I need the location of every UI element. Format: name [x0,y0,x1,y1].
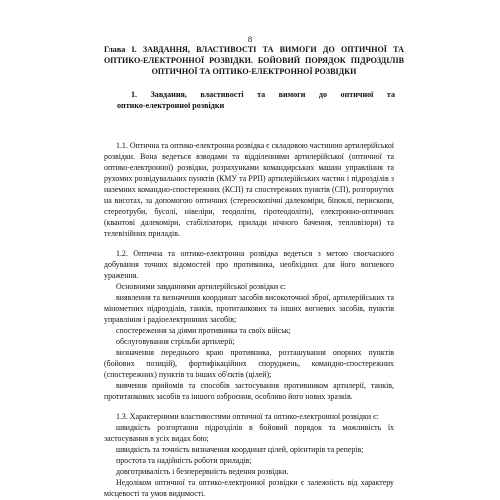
paragraph-task-4: визначення переднього краю противника, розташування опорних пунктів (бойових позицій), фортифікаційних споруджень, командно-спостережних (спостережних) пунктів та інших об'єктів (цілей); [104,348,394,379]
section-title-line-2: оптико-електронної розвідки [117,101,225,110]
paragraph-task-3: обслуговування стрільби артилерії; [116,337,235,346]
paragraph-task-2: спостереження за діями противника та своїх військ; [116,326,291,335]
paragraph-task-5: вивчення прийомів та способів застосування противником артилерії, танків, протитанкових засобів та іншого озброєння, особливо його нових зразків. [104,381,394,401]
paragraph-drawback: Недоліком оптичної та оптико-електронної розвідки є залежність від характеру місцевості та умов видимості. [104,478,394,498]
paragraph-property-1: швидкість розгортання підрозділів в бойовий порядок та можливість їх застосування в усіх видах бою; [104,423,394,443]
paragraph-property-2: швидкість та точність визначення координат цілей, орієнтирів та реперів; [116,445,364,454]
chapter-title: Глава I. ЗАВДАННЯ, ВЛАСТИВОСТІ ТА ВИМОГИ ДО ОПТИЧНОЇ ТА ОПТИКО-ЕЛЕКТРОННОЇ РОЗВІДКИ. БОЙОВИЙ ПОРЯДОК ПІДРОЗДІЛІВ ОПТИЧНОЇ ТА ОПТИКО-ЕЛЕКТРОННОЇ РОЗВІДКИ [104,45,404,76]
section-title-line-1: 1. Завдання, властивості та вимоги до оптичної та [131,90,395,99]
paragraph-property-3: простота та надійність роботи приладів; [116,456,252,465]
section-title [117,89,395,111]
paragraph-property-4: довготривалість і безперервність ведення розвідки. [116,467,289,476]
paragraph-1-2: 1.2. Оптична та оптико-електронна розвідка ведеться з метою своєчасного добування точних відомостей про противника, необхідних для його вогневого ураження. [104,249,394,280]
page-number: 8 [247,34,253,44]
paragraph-1-3: 1.3. Характерними властивостями оптичної та оптико-електронної розвідки є: [116,412,379,421]
paragraph-1-1: 1.1. Оптична та оптико-електронна розвідка є складовою частиною артилерійської розвідки. Вона ведеться взводами та відділеннями артилерійської (оптичної та оптико-електронної) розвідки, розрахунками командирських машин управління та рухомих розвідувальних пунктів (КМУ та РРП) артилерійських частин і підрозділів з наземних командно-спостережних (КСП) та спостережних пунктів (СП), розгорнутих на висотах, за допомогою оптичних (стереоскопічні далекоміри, біноклі, перископи, стереотруби, бусолі, нівеліри, теодоліти, гіротеодоліти), електронно-оптичних (квантові далекоміри, стабілізатори, прилади нічного бачення, тепловізори) та телевізійних приладів. [104,141,394,238]
paragraph-tasks-intro: Основними завданнями артилерійської розвідки є: [116,282,286,291]
paragraph-task-1: виявлення та визначення координат засобів високоточної зброї, артилерійських та мінометних підрозділів, танків, протитанкових та інших вогневих засобів, пунктів управління і радіоелектронних засобів; [104,293,394,324]
body-text [104,140,394,499]
